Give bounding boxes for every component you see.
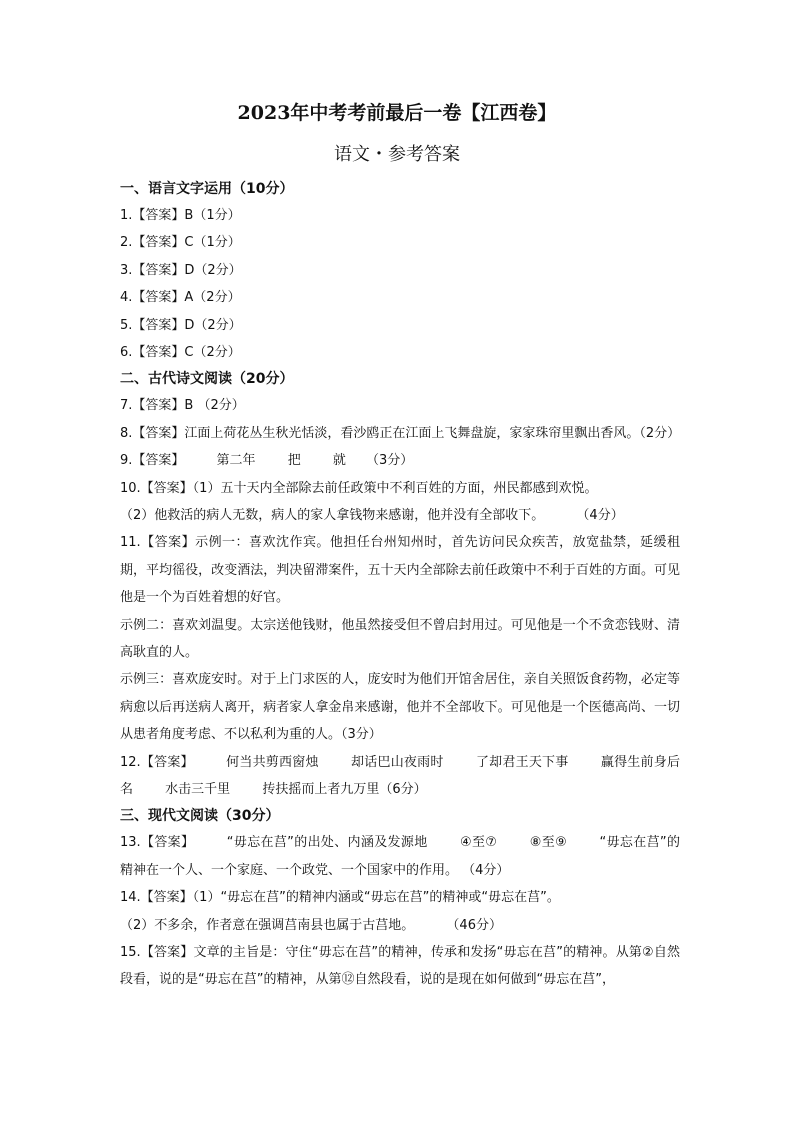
answer-blank: 赢得生前身后名: [120, 754, 680, 797]
answer-blank: 水击三千里: [165, 781, 231, 797]
answer-item: 2.【答案】C（1分）: [120, 235, 241, 251]
answer-blank: “毋忘在莒”的出处、内涵及发源地: [226, 835, 428, 851]
answer-item: [120, 829, 680, 884]
answer-blank: ④至⑦: [460, 835, 498, 851]
answer-label: 12.【答案】: [120, 754, 194, 770]
answer-blank: 把: [287, 453, 301, 469]
answer-item: [120, 447, 680, 474]
answer-label: 13.【答案】: [120, 835, 195, 851]
answer-item: 5.【答案】D（2分）: [120, 317, 242, 333]
answer-blank: 就: [332, 453, 346, 469]
answer-item: 7.【答案】B （2分）: [120, 398, 245, 414]
answer-item: 8.【答案】江面上荷花丛生秋光恬淡，看沙鸥正在江面上飞舞盘旋，家家珠帘里飘出香风。（2分）: [120, 425, 681, 441]
section-heading: 三、现代文阅读（30分）: [120, 808, 280, 825]
answer-blank: 却话巴山夜雨时: [351, 754, 444, 770]
answer-content: [120, 176, 680, 994]
answer-score: （4分）: [576, 507, 624, 523]
answer-item: 15.【答案】文章的主旨是：守住“毋忘在莒”的精神，传承和发扬“毋忘在莒”的精神。从第②自然段看，说的是“毋忘在莒”的精神，从第⑫自然段看，说的是现在如何做到“毋忘在莒”，: [120, 944, 680, 988]
answer-item: 1.【答案】B（1分）: [120, 208, 241, 223]
section-heading: 一、语言文字运用（10分）: [120, 181, 294, 197]
answer-blank: 抟扶摇而上者九万里（6分）: [262, 781, 427, 797]
answer-score: （3分）: [366, 453, 414, 469]
answer-item: [120, 502, 680, 529]
answer-item: [120, 912, 680, 939]
answer-item: 3.【答案】D（2分）: [120, 262, 242, 278]
answer-item: 14.【答案】（1）“毋忘在莒”的精神内涵或“毋忘在莒”的精神或“毋忘在莒”。: [120, 890, 560, 906]
answer-item: 11.【答案】示例一：喜欢沈作宾。他担任台州知州时，首先访问民众疾苦，放宽盐禁，延缓租期，平均徭役，改变酒法，判决留滞案件，五十天内全部除去前任政策中不利于百姓的方面。可见他是一个为百姓着想的好官。: [120, 535, 680, 606]
section-heading: 二、古代诗文阅读（20分）: [120, 371, 294, 388]
answer-item: 4.【答案】A（2分）: [120, 290, 241, 306]
answer-score: （46分）: [446, 917, 502, 933]
answer-blank: 了却君王天下事: [475, 754, 569, 770]
answer-score: （4分）: [462, 862, 510, 878]
answer-label: 9.【答案】: [120, 453, 185, 469]
answer-item: 示例二：喜欢刘温叟。太宗送他钱财，他虽然接受但不曾启封用过。可见他是一个不贪恋钱财、清高耿直的人。: [120, 617, 680, 660]
answer-blank: 何当共剪西窗烛: [226, 754, 319, 770]
page-title: 2023年中考考前最后一卷【江西卷】: [237, 102, 557, 124]
answer-text: （2）不多余，作者意在强调莒南县也属于古莒地。: [120, 917, 415, 933]
answer-text: （2）他救活的病人无数，病人的家人拿钱物来感谢，他并没有全部收下。: [120, 507, 545, 523]
answer-item: 示例三：喜欢庞安时。对于上门求医的人，庞安时为他们开馆舍居住，亲自关照饭食药物，必定等病愈以后再送病人离开，病者家人拿金帛来感谢，他并不全部收下。可见他是一个医德高尚、一切从患者角度考虑、不以私利为重的人。（3分）: [120, 672, 680, 743]
answer-item: [120, 749, 680, 804]
answer-item: 6.【答案】C（2分）: [120, 344, 241, 360]
page-subtitle: 语文・参考答案: [334, 144, 460, 165]
answer-item: 10.【答案】（1）五十天内全部除去前任政策中不利百姓的方面，州民都感到欢悦。: [120, 480, 598, 496]
answer-blank: “毋忘在莒”的精神在一个人、一个家庭、一个政党、一个国家中的作用。: [120, 835, 680, 878]
answer-blank: ⑧至⑨: [529, 835, 568, 851]
answer-blank: 第二年: [216, 453, 256, 469]
